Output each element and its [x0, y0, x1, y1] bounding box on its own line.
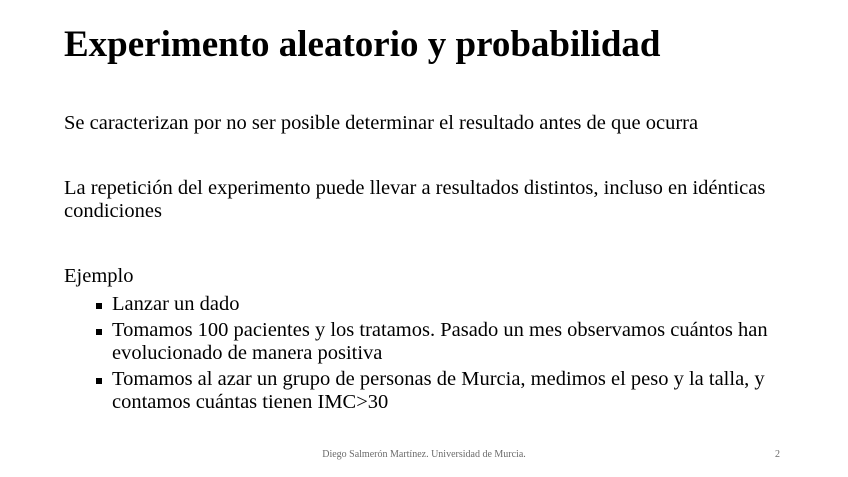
paragraph-repetition: La repetición del experimento puede llevar a resultados distintos, incluso en idénticas condiciones — [64, 177, 766, 222]
example-bullet-list — [96, 293, 796, 417]
square-bullet-icon — [96, 378, 102, 384]
square-bullet-icon — [96, 303, 102, 309]
bullet-item — [96, 368, 796, 414]
square-bullet-icon — [96, 329, 102, 335]
slide-title: Experimento aleatorio y probabilidad — [64, 24, 661, 65]
paragraph-definition: Se caracterizan por no ser posible determinar el resultado antes de que ocurra — [64, 112, 699, 134]
bullet-text: Tomamos al azar un grupo de personas de Murcia, medimos el peso y la talla, y contamos cuántas tienen IMC>30 — [112, 368, 765, 413]
paragraph-example-heading: Ejemplo — [64, 265, 134, 287]
bullet-item — [96, 319, 796, 365]
slide-footer: Diego Salmerón Martínez. Universidad de Murcia. — [322, 449, 526, 460]
bullet-text: Lanzar un dado — [112, 293, 240, 315]
bullet-item — [96, 293, 796, 316]
page-number: 2 — [775, 449, 780, 460]
bullet-text: Tomamos 100 pacientes y los tratamos. Pasado un mes observamos cuántos han evolucionado de manera positiva — [112, 319, 768, 364]
